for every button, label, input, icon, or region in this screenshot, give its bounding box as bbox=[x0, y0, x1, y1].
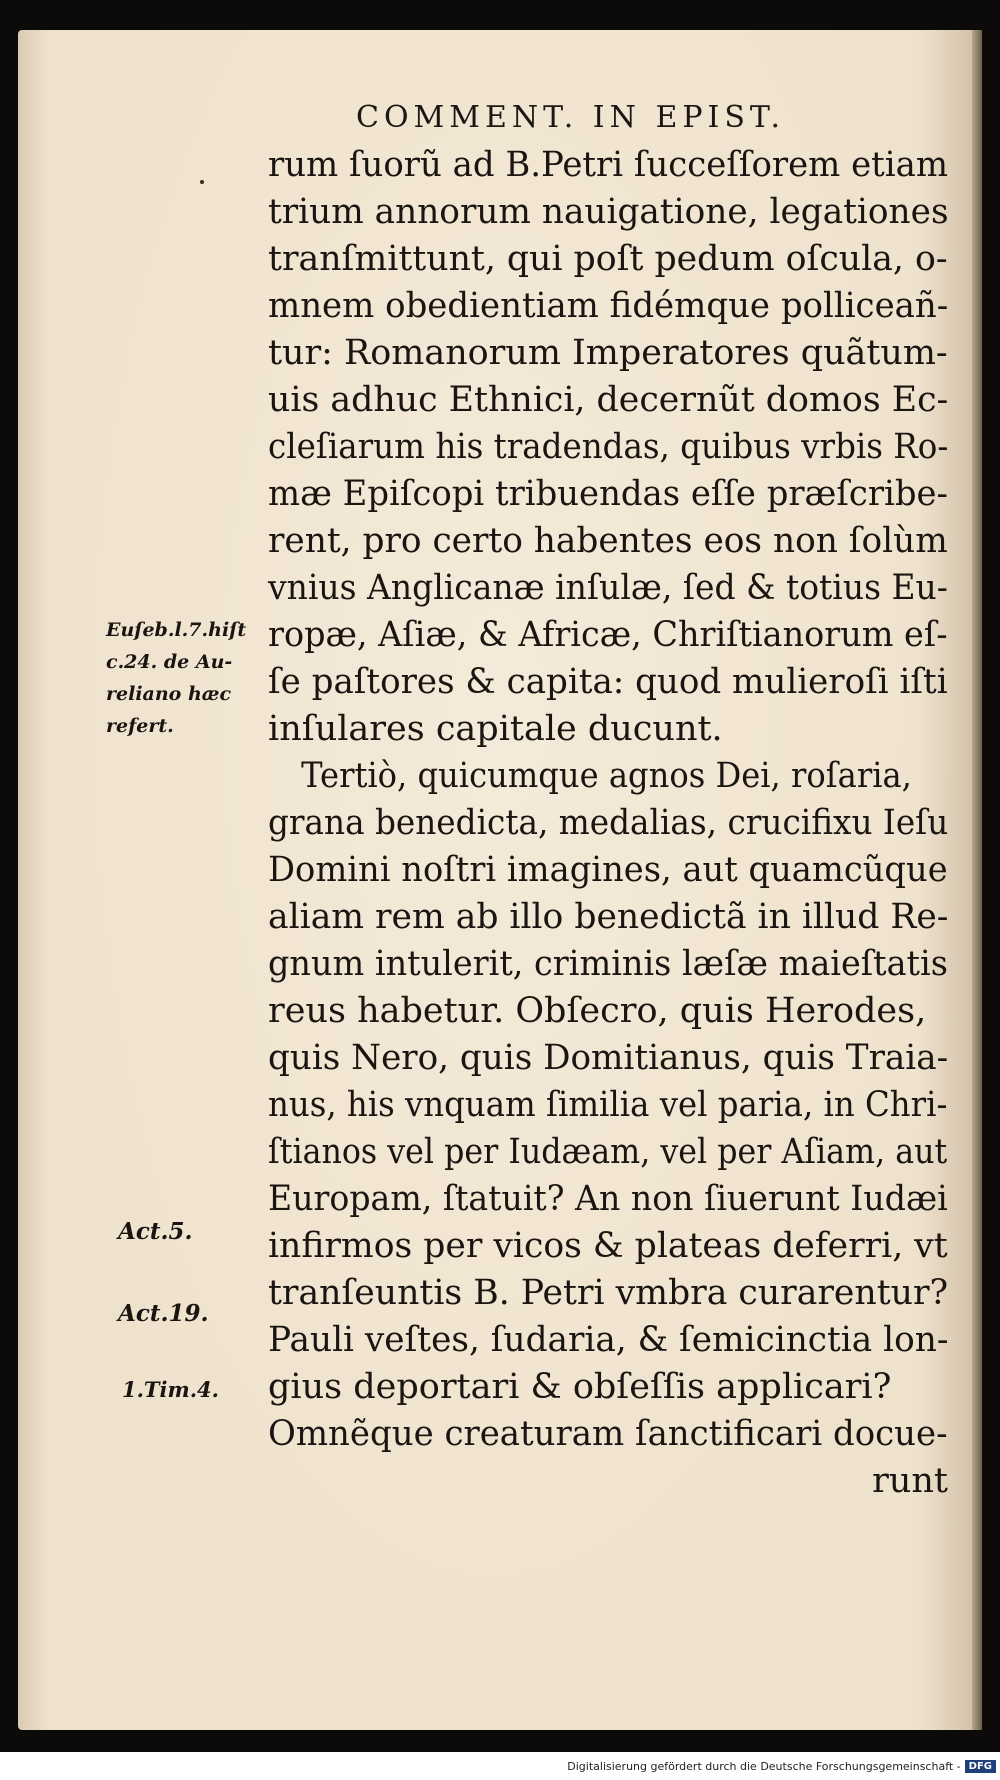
text-line: mnem obedientiam fidémque polliceañ- bbox=[268, 286, 949, 326]
text-line: Omnẽque creaturam ſanctificari docue- bbox=[268, 1414, 948, 1454]
text-line: nus, his vnquam ſimilia vel paria, in Chri- bbox=[268, 1085, 948, 1125]
text-line: ſtianos vel per Iudæam, vel per Aſiam, aut bbox=[268, 1132, 948, 1172]
dfg-logo: DFG bbox=[965, 1760, 996, 1773]
text-line: grana benedicta, medalias, crucifixu Ieſu bbox=[268, 803, 949, 843]
margin-note-line: reliano hæc bbox=[106, 683, 232, 705]
text-line: infirmos per vicos & plateas deferri, vt bbox=[268, 1226, 948, 1266]
text-line: uis adhuc Ethnici, decernũt domos Ec- bbox=[268, 380, 949, 420]
text-line: tranſeuntis B. Petri vmbra curarentur? bbox=[268, 1273, 949, 1313]
text-line: cleſiarum his tradendas, quibus vrbis Ro- bbox=[268, 427, 949, 467]
margin-dot bbox=[200, 180, 204, 184]
text-line: ſe paſtores & capita: quod mulieroſi iſti bbox=[268, 662, 948, 702]
margin-note-eusebius bbox=[106, 614, 246, 742]
margin-note-acts5: Act.5. bbox=[118, 1218, 193, 1245]
body-text bbox=[268, 142, 948, 1505]
text-line: reus habetur. Obſecro, quis Herodes, bbox=[268, 991, 927, 1031]
text-line: Pauli veſtes, ſudaria, & ſemicinctia lon- bbox=[268, 1320, 949, 1360]
margin-note-acts19: Act.19. bbox=[118, 1300, 209, 1327]
text-line: quis Nero, quis Domitianus, quis Traia- bbox=[268, 1038, 949, 1078]
text-line: rent, pro certo habentes eos non ſolùm bbox=[268, 521, 948, 561]
running-head: COMMENT. IN EPIST. bbox=[356, 100, 786, 135]
text-line: Europam, ſtatuit? An non ſiuerunt Iudæi bbox=[268, 1179, 948, 1219]
footer-text: Digitalisierung gefördert durch die Deutsche Forschungsgemeinschaft - bbox=[567, 1759, 961, 1773]
text-line: tranſmittunt, qui poſt pedum oſcula, o- bbox=[268, 239, 948, 279]
margin-note-tim4: 1.Tim.4. bbox=[122, 1377, 219, 1402]
text-line: mæ Epiſcopi tribuendas eſſe præſcribe- bbox=[268, 474, 948, 514]
text-line: trium annorum nauigatione, legationes bbox=[268, 192, 949, 232]
text-line: gius deportari & obſeſſis applicari? bbox=[268, 1367, 892, 1407]
text-line: vnius Anglicanæ inſulæ, ſed & totius Eu- bbox=[268, 568, 948, 608]
text-line: gnum intulerit, criminis læſæ maieſtatis bbox=[268, 944, 948, 984]
text-line: rum ſuorũ ad B.Petri ſucceſſorem etiam bbox=[268, 145, 949, 185]
text-line: aliam rem ab illo benedictã in illud Re- bbox=[268, 897, 949, 937]
text-line: ropæ, Aſiæ, & Africæ, Chriſtianorum eſ- bbox=[268, 615, 948, 655]
margin-note-line: Euſeb.l.7.hiſt bbox=[106, 619, 247, 641]
text-line: Tertiò, quicumque agnos Dei, roſaria, bbox=[301, 756, 912, 796]
text-line: tur: Romanorum Imperatores quãtum- bbox=[268, 333, 948, 373]
text-line: inſulares capitale ducunt. bbox=[268, 709, 723, 749]
page-edge bbox=[972, 30, 982, 1730]
digitization-footer bbox=[0, 1752, 1000, 1780]
text-line: Domini noſtri imagines, aut quamcũque bbox=[268, 850, 948, 890]
margin-note-line: c.24. de Au- bbox=[106, 651, 233, 673]
catchword: runt bbox=[872, 1461, 948, 1501]
margin-note-line: refert. bbox=[106, 715, 174, 737]
